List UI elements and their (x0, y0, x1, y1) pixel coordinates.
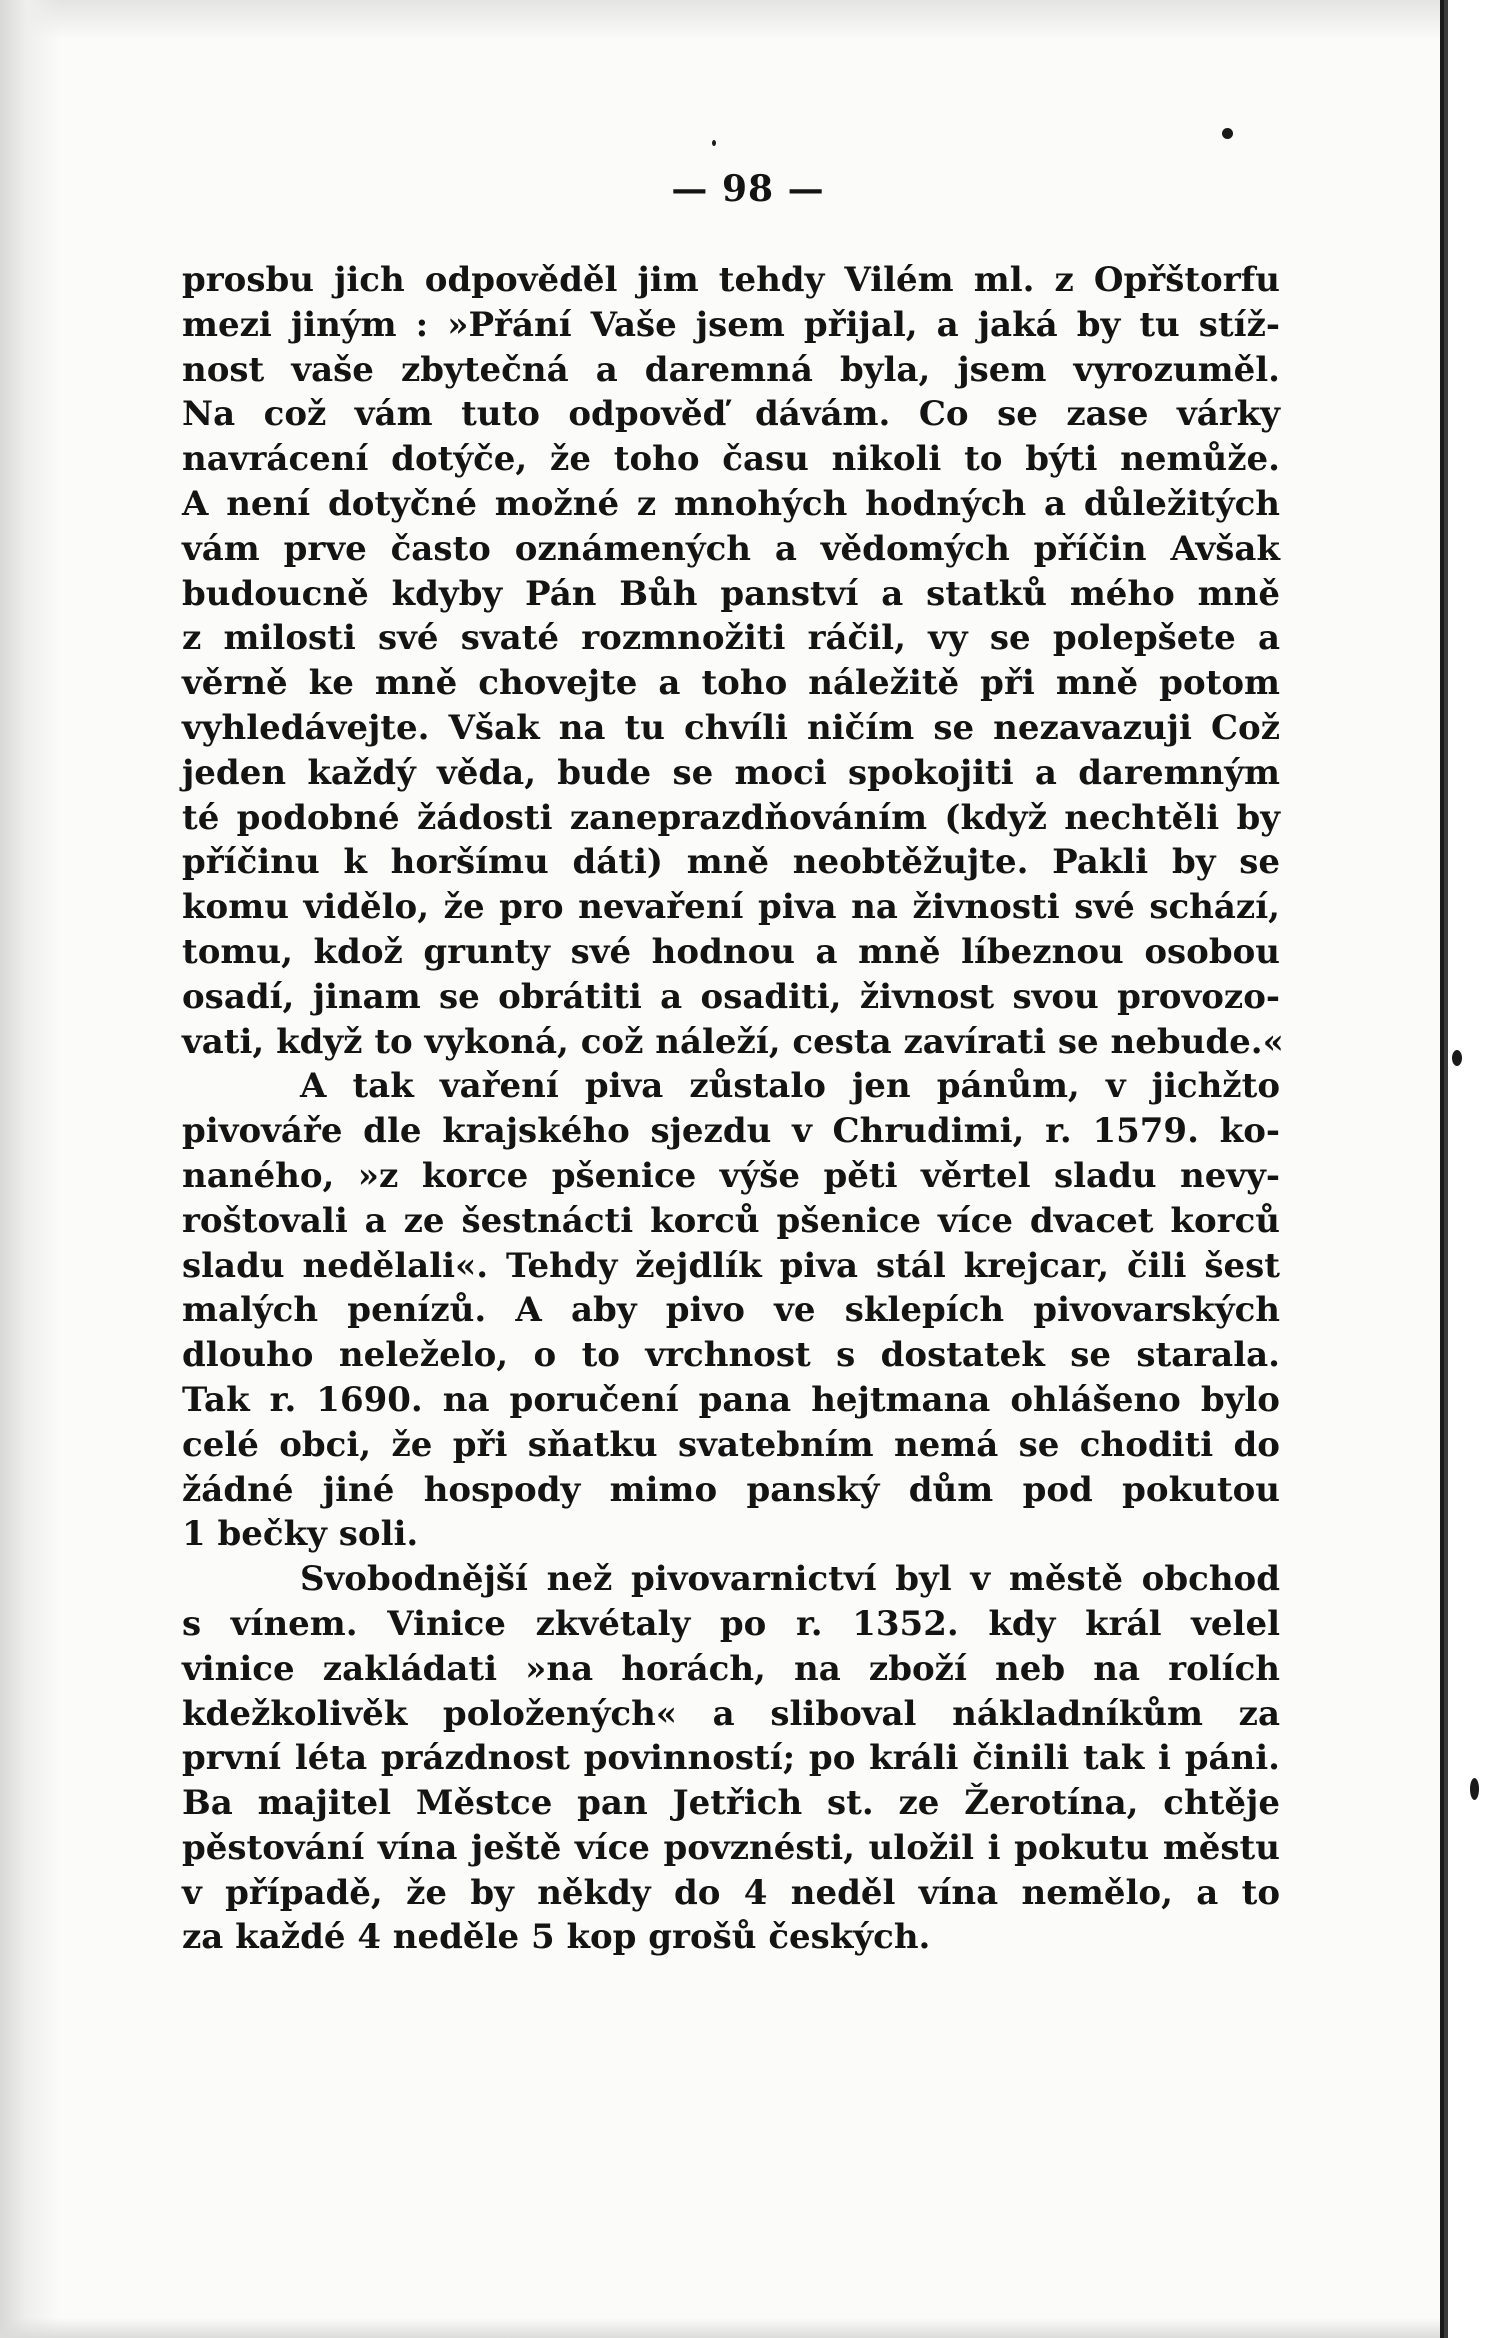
ink-speck (712, 140, 716, 146)
text-line: malých penízů. A aby pivo ve sklepích pivovarských (182, 1290, 1280, 1331)
text-line: za každé 4 neděle 5 kop grošů českých. (182, 1917, 931, 1958)
page-number: — 98 — (671, 168, 825, 210)
text-line: sladu nedělali«. Tehdy žejdlík piva stál krejcar, čili šest (182, 1245, 1280, 1286)
text-line: Na což vám tuto odpověď dávám. Co se zase várky (182, 394, 1280, 435)
text-line: vati, když to vykoná, což náleží, cesta zavírati se nebude.« (182, 1021, 1284, 1062)
text-line: mezi jiným : »Přání Vaše jsem přijal, a jaká by tu stíž- (182, 304, 1280, 345)
text-line: příčinu k horšímu dáti) mně neobtěžujte. Pakli by se (182, 842, 1280, 883)
text-line: 1 bečky soli. (182, 1514, 419, 1555)
paragraph-3 (182, 1557, 1280, 1960)
right-page-border (1440, 0, 1496, 2338)
bottom-edge-shadow (0, 2318, 1448, 2338)
text-line: budoucně kdyby Pán Bůh panství a statků mého mně (182, 573, 1280, 614)
text-line: věrně ke mně chovejte a toho náležitě při mně potom (182, 663, 1280, 704)
text-line: vám prve často oznámených a vědomých příčin Avšak (182, 528, 1280, 569)
text-line: osadí, jinam se obrátiti a osaditi, živnost svou provozo- (182, 976, 1280, 1017)
text-line: Ba majitel Městce pan Jetřich st. ze Žerotína, chtěje (182, 1783, 1280, 1824)
ink-speck (1222, 128, 1233, 139)
text-line: té podobné žádosti zaneprazdňováním (když nechtěli by (182, 797, 1280, 838)
text-line: navrácení dotýče, že toho času nikoli to býti nemůže. (182, 439, 1280, 480)
text-line: A tak vaření piva zůstalo jen pánům, v jichžto (300, 1066, 1280, 1107)
text-line: první léta prázdnost povinností; po králi činili tak i páni. (182, 1738, 1280, 1779)
left-edge-shadow (0, 0, 60, 2338)
text-line: s vínem. Vinice zkvétaly po r. 1352. kdy král velel (182, 1603, 1280, 1644)
text-line: prosbu jich odpověděl jim tehdy Vilém ml. z Opřštorfu (182, 260, 1280, 300)
text-line: Svobodnější než pivovarnictví byl v městě obchod (300, 1559, 1280, 1600)
body-text (182, 258, 1284, 1960)
text-line: dlouho neleželo, o to vrchnost s dostatek se starala. (182, 1335, 1280, 1376)
ink-speck (1470, 1778, 1479, 1800)
text-line: A není dotyčné možné z mnohých hodných a důležitých (182, 483, 1280, 524)
text-line: jeden každý věda, bude se moci spokojiti a daremným (182, 752, 1280, 793)
text-line: vyhledávejte. Však na tu chvíli ničím se nezavazuji Což (182, 707, 1280, 748)
text-line: komu vidělo, že pro nevaření piva na živnosti své schází, (182, 887, 1280, 928)
text-line: v případě, že by někdy do 4 neděl vína nemělo, a to (182, 1872, 1280, 1913)
text-line: vinice zakládati »na horách, na zboží neb na rolích (182, 1648, 1280, 1689)
text-line: nost vaše zbytečná a daremná byla, jsem vyrozuměl. (182, 349, 1280, 390)
text-line: celé obci, že při sňatku svatebním nemá se choditi do (182, 1424, 1280, 1465)
text-line: žádné jiné hospody mimo panský dům pod pokutou (182, 1469, 1280, 1510)
text-line: tomu, kdož grunty své hodnou a mně líbeznou osobou (182, 931, 1280, 972)
text-line: Tak r. 1690. na poručení pana hejtmana ohlášeno bylo (182, 1379, 1280, 1420)
text-line: pivováře dle krajského sjezdu v Chrudimi, r. 1579. ko- (182, 1111, 1280, 1152)
text-line: pěstování vína ještě více povznésti, uložil i pokutu městu (182, 1827, 1280, 1868)
top-edge-shadow (0, 0, 1496, 40)
ink-speck (1452, 1050, 1462, 1066)
text-line: roštovali a ze šestnácti korců pšenice více dvacet korců (182, 1200, 1280, 1241)
paragraph-2 (182, 1064, 1280, 1557)
text-line: z milosti své svaté rozmnožiti ráčil, vy se polepšete a (182, 618, 1280, 659)
paragraph-1 (182, 258, 1284, 1064)
text-line: naného, »z korce pšenice výše pěti věrtel sladu nevy- (182, 1155, 1280, 1196)
right-border-shade (1444, 0, 1448, 2338)
text-line: kdežkolivěk položených« a sliboval nákladníkům za (182, 1693, 1280, 1734)
